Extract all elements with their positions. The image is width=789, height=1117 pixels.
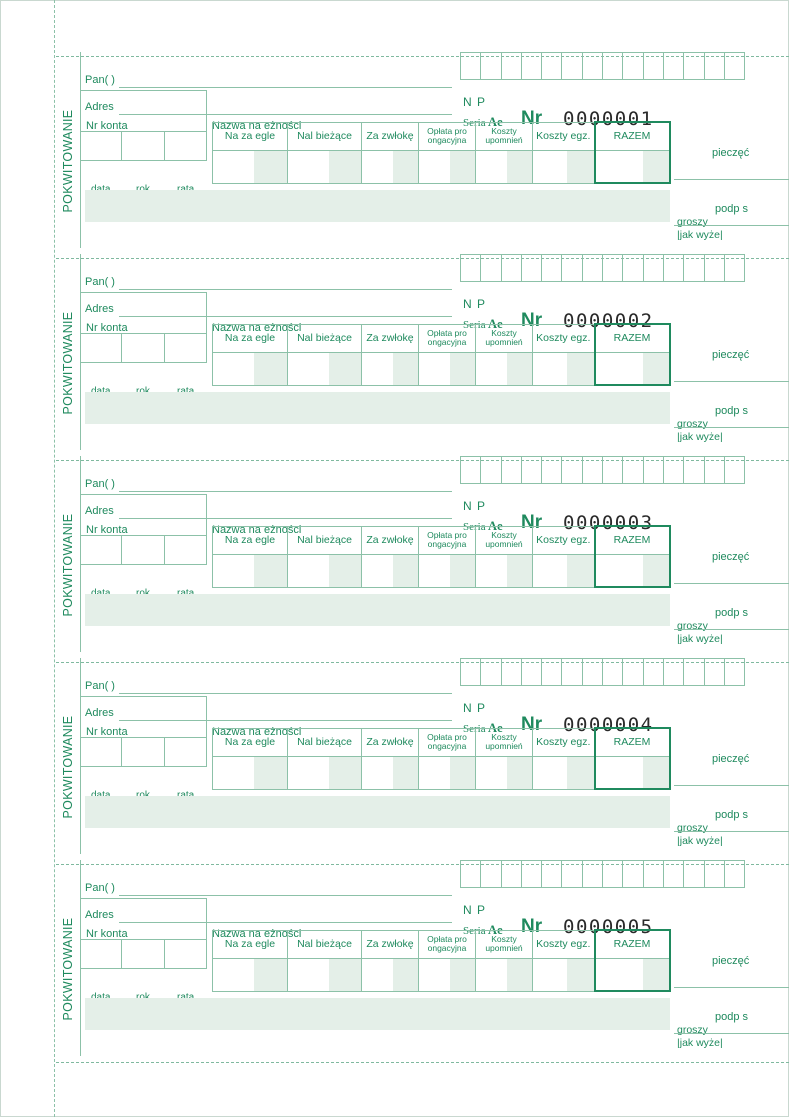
as-above-label: |jak wyże|: [677, 1037, 723, 1049]
account-label: Nr konta: [86, 120, 128, 132]
stub-label-text: POKWITOWANIE: [61, 715, 75, 819]
fee-cell-extension-fee[interactable]: [419, 151, 476, 184]
number-label: Nr: [521, 108, 543, 129]
payer-label: Pan( ): [85, 680, 115, 692]
fee-cell-reminder-costs[interactable]: [476, 757, 533, 790]
payer-label: Pan( ): [85, 882, 115, 894]
fee-header-reminder-costs: Koszty upomnień: [476, 930, 533, 959]
fee-header-total: RAZEM: [595, 324, 670, 353]
stamp-label: pieczęć: [712, 147, 750, 159]
fee-cell-arrears[interactable]: [213, 959, 288, 992]
fee-cell-arrears[interactable]: [213, 151, 288, 184]
fee-header-late-interest: Za zwłokę: [362, 930, 419, 959]
np-label: N P: [463, 95, 487, 109]
address-label: Adres: [85, 707, 114, 719]
identifier-code-boxes[interactable]: [461, 860, 745, 888]
fee-table: [212, 727, 671, 790]
fee-cell-extension-fee[interactable]: [419, 353, 476, 386]
fee-cell-total[interactable]: [595, 353, 670, 386]
stub-label-text: POKWITOWANIE: [61, 917, 75, 1021]
number-label: Nr: [521, 916, 543, 937]
fee-header-enforcement-costs: Koszty egz.: [533, 728, 595, 757]
stub-label: [58, 298, 78, 428]
fee-header-late-interest: Za zwłokę: [362, 122, 419, 151]
fee-header-late-interest: Za zwłokę: [362, 728, 419, 757]
receivable-label: Nazwa na eżności: [212, 726, 302, 738]
receipt-number: 0000003: [563, 512, 654, 534]
address-label: Adres: [85, 101, 114, 113]
stub-label: [58, 500, 78, 630]
amount-in-words-field[interactable]: [85, 392, 670, 424]
as-above-text: jak wyże: [679, 1037, 720, 1049]
fee-header-extension-fee: Opłata pro ongacyjna: [419, 324, 476, 353]
signature-line-lower: [674, 1033, 789, 1034]
fee-header-enforcement-costs: Koszty egz.: [533, 526, 595, 555]
fee-cell-arrears[interactable]: [213, 353, 288, 386]
fee-header-total: RAZEM: [595, 526, 670, 555]
series-label-text: Seria: [463, 925, 486, 937]
fee-header-extension-fee: Opłata pro ongacyjna: [419, 526, 476, 555]
signature-line-lower: [674, 225, 789, 226]
fee-header-current: Nal bieżące: [288, 526, 362, 555]
series-label-text: Seria: [463, 521, 486, 533]
receivable-underline: [207, 922, 452, 923]
grosze-label: groszy: [677, 216, 708, 228]
receivable-underline: [207, 316, 452, 317]
signature-line: [674, 179, 789, 180]
fee-header-arrears: Na za egle: [213, 930, 288, 959]
identifier-code-boxes[interactable]: [461, 254, 745, 282]
receivable-underline: [207, 720, 452, 721]
series-label-text: Seria: [463, 319, 486, 331]
signature-line: [674, 583, 789, 584]
as-above-text: jak wyże: [679, 431, 720, 443]
fee-cell-reminder-costs[interactable]: [476, 353, 533, 386]
stub-label-text: POKWITOWANIE: [61, 513, 75, 617]
fee-cell-late-interest[interactable]: [362, 959, 419, 992]
identifier-code-boxes[interactable]: [461, 658, 745, 686]
signature-line: [674, 381, 789, 382]
fee-cell-enforcement-costs[interactable]: [533, 959, 595, 992]
stub-label: [58, 96, 78, 226]
number-label: Nr: [521, 310, 543, 331]
stub-label-text: POKWITOWANIE: [61, 109, 75, 213]
grosze-label: groszy: [677, 822, 708, 834]
as-above-label: |jak wyże|: [677, 431, 723, 443]
fee-header-current: Nal bieżące: [288, 728, 362, 757]
amount-in-words-field[interactable]: [85, 594, 670, 626]
receivable-label: Nazwa na eżności: [212, 524, 302, 536]
as-above-text: jak wyże: [679, 633, 720, 645]
payer-label: Pan( ): [85, 74, 115, 86]
account-label: Nr konta: [86, 726, 128, 738]
payer-field[interactable]: [119, 693, 452, 694]
fee-cell-current[interactable]: [288, 353, 362, 386]
fee-table: [212, 525, 671, 588]
signature-label: podp s: [715, 1011, 749, 1023]
identifier-code-boxes[interactable]: [461, 52, 745, 80]
receipt-slip: [0, 460, 789, 662]
fee-header-arrears: Na za egle: [213, 324, 288, 353]
signature-label: podp s: [715, 405, 749, 417]
fee-header-reminder-costs: Koszty upomnień: [476, 526, 533, 555]
receipt-number: 0000004: [563, 714, 654, 736]
amount-in-words-field[interactable]: [85, 190, 670, 222]
fee-header-late-interest: Za zwłokę: [362, 324, 419, 353]
stub-label: [58, 904, 78, 1034]
fee-cell-late-interest[interactable]: [362, 555, 419, 588]
np-label: N P: [463, 499, 487, 513]
fee-header-reminder-costs: Koszty upomnień: [476, 728, 533, 757]
fee-header-arrears: Na za egle: [213, 526, 288, 555]
amount-in-words-field[interactable]: [85, 998, 670, 1030]
fee-header-enforcement-costs: Koszty egz.: [533, 122, 595, 151]
fee-cell-current[interactable]: [288, 959, 362, 992]
np-label: N P: [463, 903, 487, 917]
fee-header-extension-fee: Opłata pro ongacyjna: [419, 122, 476, 151]
address-label: Adres: [85, 909, 114, 921]
fee-cell-enforcement-costs[interactable]: [533, 555, 595, 588]
amount-in-words-field[interactable]: [85, 796, 670, 828]
as-above-label: |jak wyże|: [677, 229, 723, 241]
fee-header-total: RAZEM: [595, 122, 670, 151]
payer-label: Pan( ): [85, 478, 115, 490]
number-label: Nr: [521, 714, 543, 735]
stub-label: [58, 702, 78, 832]
receivable-label: Nazwa na eżności: [212, 322, 302, 334]
address-label: Adres: [85, 303, 114, 315]
fee-header-total: RAZEM: [595, 930, 670, 959]
fee-cell-late-interest[interactable]: [362, 151, 419, 184]
fee-header-extension-fee: Opłata pro ongacyjna: [419, 930, 476, 959]
tear-line-bottom: [56, 1062, 789, 1063]
grosze-label: groszy: [677, 1024, 708, 1036]
as-above-label: |jak wyże|: [677, 633, 723, 645]
fee-cell-total[interactable]: [595, 151, 670, 184]
receipt-slip: [0, 864, 789, 1066]
fee-cell-reminder-costs[interactable]: [476, 959, 533, 992]
fee-cell-arrears[interactable]: [213, 757, 288, 790]
as-above-text: jak wyże: [679, 229, 720, 241]
signature-label: podp s: [715, 809, 749, 821]
fee-header-current: Nal bieżące: [288, 122, 362, 151]
account-label: Nr konta: [86, 322, 128, 334]
account-label: Nr konta: [86, 524, 128, 536]
address-label: Adres: [85, 505, 114, 517]
fee-cell-extension-fee[interactable]: [419, 555, 476, 588]
series-label-text: Seria: [463, 117, 486, 129]
fee-header-arrears: Na za egle: [213, 122, 288, 151]
signature-label: podp s: [715, 203, 749, 215]
fee-cell-enforcement-costs[interactable]: [533, 151, 595, 184]
payer-field[interactable]: [119, 491, 452, 492]
stub-label-text: POKWITOWANIE: [61, 311, 75, 415]
np-label: N P: [463, 297, 487, 311]
receipt-slip: [0, 662, 789, 864]
fee-cell-total[interactable]: [595, 757, 670, 790]
receivable-underline: [207, 114, 452, 115]
fee-header-reminder-costs: Koszty upomnień: [476, 324, 533, 353]
fee-cell-current[interactable]: [288, 555, 362, 588]
fee-table: [212, 929, 671, 992]
stamp-label: pieczęć: [712, 753, 750, 765]
fee-header-current: Nal bieżące: [288, 930, 362, 959]
fee-header-reminder-costs: Koszty upomnień: [476, 122, 533, 151]
fee-cell-late-interest[interactable]: [362, 353, 419, 386]
receipt-number: 0000005: [563, 916, 654, 938]
receipt-slip: [0, 56, 789, 258]
fee-table: [212, 121, 671, 184]
fee-cell-total[interactable]: [595, 959, 670, 992]
series-code: Ae: [488, 115, 503, 129]
identifier-code-boxes[interactable]: [461, 456, 745, 484]
fee-header-current: Nal bieżące: [288, 324, 362, 353]
payer-field[interactable]: [119, 895, 452, 896]
series-code: Ae: [488, 317, 503, 331]
fee-cell-arrears[interactable]: [213, 555, 288, 588]
series-code: Ae: [488, 721, 503, 735]
account-label: Nr konta: [86, 928, 128, 940]
as-above-label: |jak wyże|: [677, 835, 723, 847]
fee-header-arrears: Na za egle: [213, 728, 288, 757]
fee-cell-total[interactable]: [595, 555, 670, 588]
stamp-label: pieczęć: [712, 349, 750, 361]
series-code: Ae: [488, 923, 503, 937]
fee-cell-late-interest[interactable]: [362, 757, 419, 790]
receivable-underline: [207, 518, 452, 519]
receivable-label: Nazwa na eżności: [212, 928, 302, 940]
payer-label: Pan( ): [85, 276, 115, 288]
stamp-label: pieczęć: [712, 955, 750, 967]
signature-line: [674, 987, 789, 988]
fee-header-extension-fee: Opłata pro ongacyjna: [419, 728, 476, 757]
fee-table: [212, 323, 671, 386]
signature-label: podp s: [715, 607, 749, 619]
receipt-number: 0000002: [563, 310, 654, 332]
signature-line-lower: [674, 831, 789, 832]
stamp-label: pieczęć: [712, 551, 750, 563]
signature-line-lower: [674, 427, 789, 428]
fee-cell-current[interactable]: [288, 757, 362, 790]
fee-cell-enforcement-costs[interactable]: [533, 353, 595, 386]
as-above-text: jak wyże: [679, 835, 720, 847]
fee-cell-reminder-costs[interactable]: [476, 151, 533, 184]
fee-cell-current[interactable]: [288, 151, 362, 184]
grosze-label: groszy: [677, 418, 708, 430]
payer-field[interactable]: [119, 87, 452, 88]
series-label-text: Seria: [463, 723, 486, 735]
receivable-label: Nazwa na eżności: [212, 120, 302, 132]
grosze-label: groszy: [677, 620, 708, 632]
fee-header-enforcement-costs: Koszty egz.: [533, 930, 595, 959]
receipt-slip: [0, 258, 789, 460]
fee-cell-reminder-costs[interactable]: [476, 555, 533, 588]
series-code: Ae: [488, 519, 503, 533]
signature-line: [674, 785, 789, 786]
payer-field[interactable]: [119, 289, 452, 290]
fee-header-enforcement-costs: Koszty egz.: [533, 324, 595, 353]
np-label: N P: [463, 701, 487, 715]
fee-cell-extension-fee[interactable]: [419, 959, 476, 992]
signature-line-lower: [674, 629, 789, 630]
fee-cell-extension-fee[interactable]: [419, 757, 476, 790]
receipt-number: 0000001: [563, 108, 654, 130]
fee-header-total: RAZEM: [595, 728, 670, 757]
fee-cell-enforcement-costs[interactable]: [533, 757, 595, 790]
fee-header-late-interest: Za zwłokę: [362, 526, 419, 555]
number-label: Nr: [521, 512, 543, 533]
